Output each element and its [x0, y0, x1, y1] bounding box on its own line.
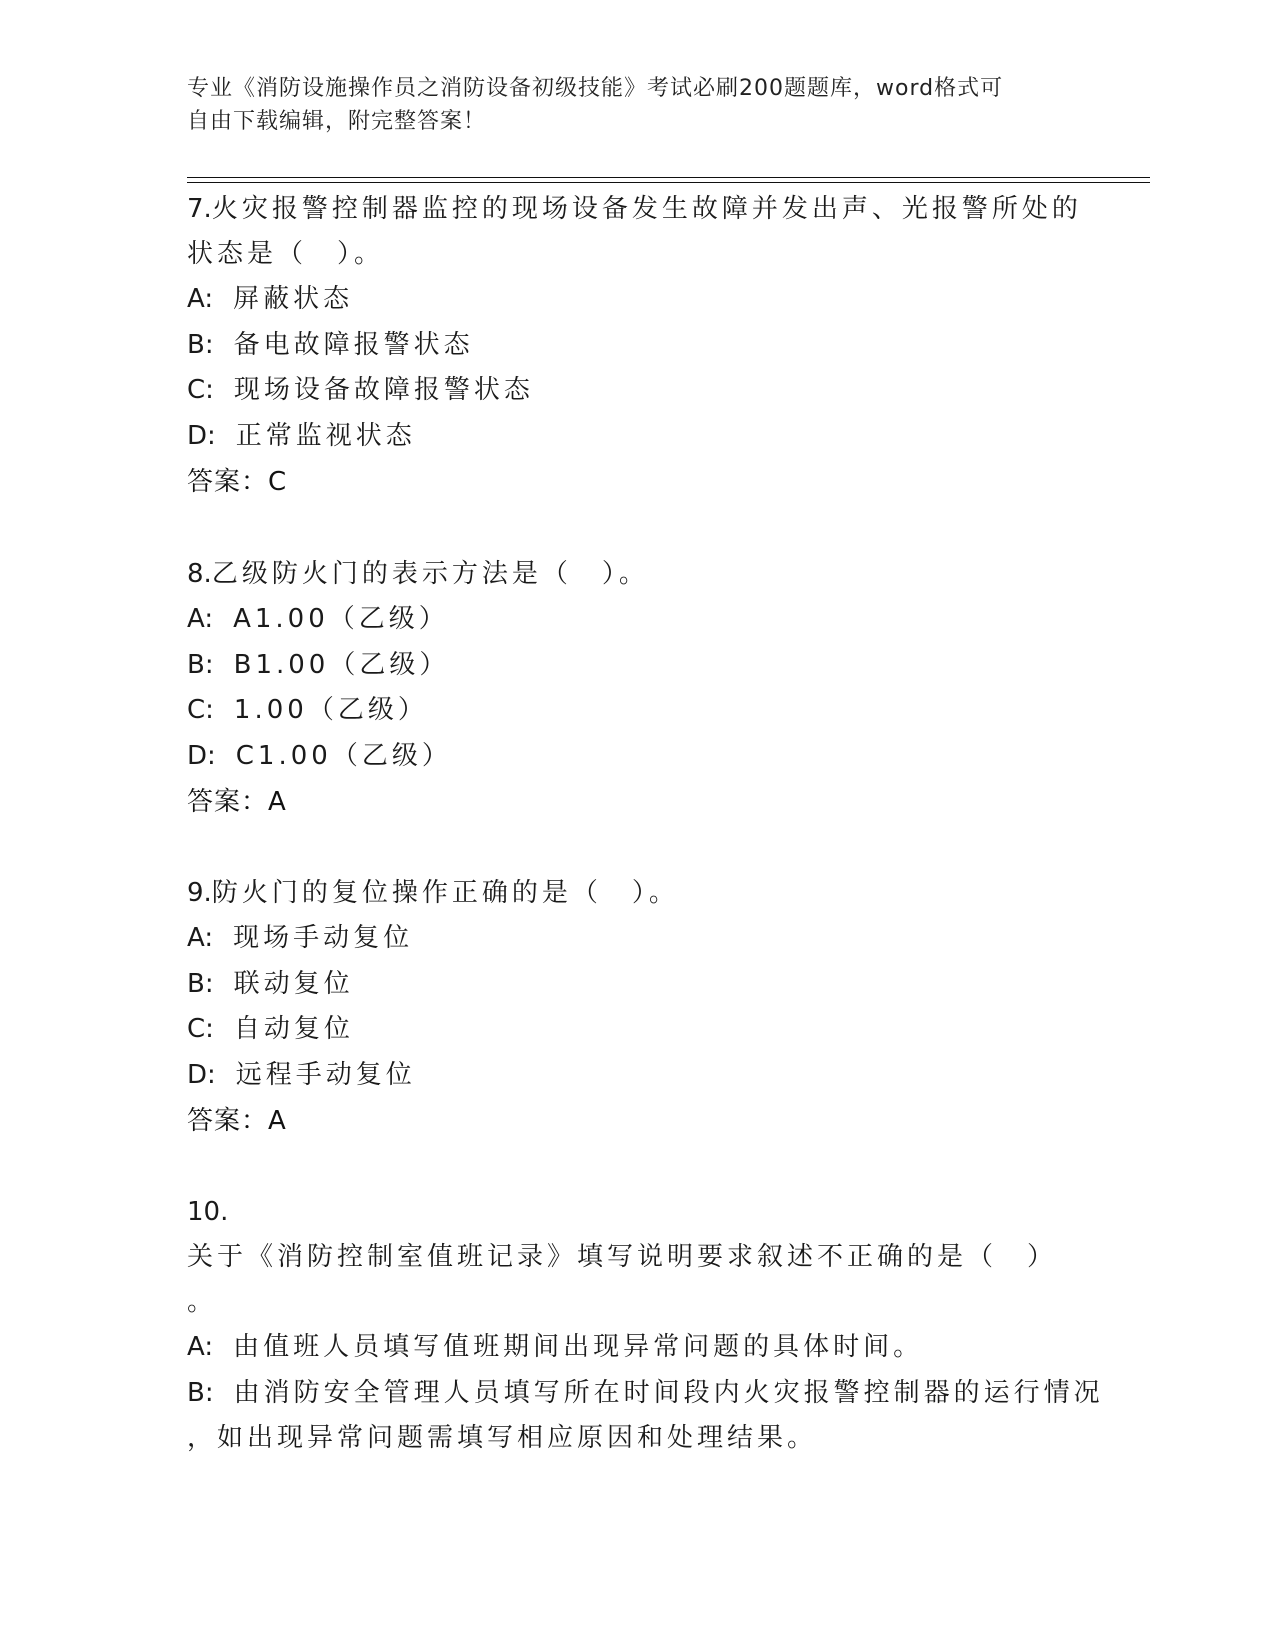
option-letter: A: — [187, 923, 214, 953]
option-letter: B: — [187, 329, 214, 360]
option-text: 联动复位 — [233, 968, 354, 999]
option-a — [187, 1325, 1087, 1371]
option-b — [187, 962, 1087, 1008]
answer-line: 答案：A — [187, 1106, 287, 1136]
header-divider-bottom — [187, 182, 1150, 183]
question-stem-line: 关于《消防控制室值班记录》填写说明要求叙述不正确的是（ ） — [187, 1242, 1058, 1272]
question-stem — [187, 1190, 1087, 1280]
option-text: 现场手动复位 — [233, 923, 414, 953]
option-text: 1.00（乙级） — [233, 695, 428, 725]
option-b — [187, 1371, 1104, 1417]
option-letter: D: — [187, 740, 216, 771]
question-stem-line: 。 — [187, 1287, 218, 1317]
option-a — [187, 277, 1087, 323]
answer-line: 答案：A — [187, 787, 287, 817]
question-9 — [187, 871, 1087, 1144]
option-letter: C: — [187, 695, 214, 725]
option-letter: D: — [187, 420, 216, 451]
option-letter: A: — [187, 284, 214, 314]
option-letter: A: — [187, 604, 214, 634]
document-header — [187, 72, 1067, 138]
option-letter: B: — [187, 968, 214, 999]
option-text: 屏蔽状态 — [233, 284, 354, 314]
option-text: 自动复位 — [233, 1014, 354, 1044]
question-number: 7. — [187, 194, 212, 224]
option-b — [187, 643, 1087, 689]
option-letter: B: — [187, 649, 214, 680]
option-letter: C: — [187, 375, 214, 405]
question-stem-line: 防火门的复位操作正确的是（ ）。 — [211, 878, 679, 908]
option-letter: B: — [187, 1377, 214, 1408]
option-text: 远程手动复位 — [235, 1059, 416, 1090]
option-letter: A: — [187, 1332, 214, 1362]
option-text: B1.00（乙级） — [233, 649, 450, 680]
question-8 — [187, 552, 1087, 825]
question-stem — [187, 187, 1087, 232]
question-number: 10. — [187, 1197, 229, 1227]
option-text: 由值班人员填写值班期间出现异常问题的具体时间。 — [233, 1332, 924, 1362]
option-text: 备电故障报警状态 — [233, 329, 474, 360]
option-a — [187, 597, 1087, 643]
question-stem-line: 火灾报警控制器监控的现场设备发生故障并发出声、光报警所处的 — [211, 194, 1082, 224]
header-line-1: 专业《消防设施操作员之消防设备初级技能》考试必刷200题题库，word格式可 — [187, 76, 1004, 101]
question-10 — [187, 1190, 1104, 1462]
option-c — [187, 368, 1087, 414]
option-d — [187, 414, 1087, 460]
option-text: A1.00（乙级） — [233, 604, 449, 634]
option-letter: D: — [187, 1059, 216, 1090]
option-text: 现场设备故障报警状态 — [233, 375, 534, 405]
header-line-2: 自由下载编辑，附完整答案！ — [187, 109, 487, 134]
question-stem — [187, 871, 1087, 916]
option-text: C1.00（乙级） — [235, 740, 452, 771]
option-text: 由消防安全管理人员填写所在时间段内火灾报警控制器的运行情况 — [233, 1377, 1104, 1408]
question-stem — [187, 552, 1087, 597]
question-number: 8. — [187, 559, 212, 589]
option-c — [187, 1007, 1087, 1053]
option-d — [187, 1053, 1087, 1099]
question-stem-line: 状态是（ ）。 — [187, 239, 385, 269]
option-d — [187, 734, 1087, 780]
header-divider-top — [187, 177, 1150, 178]
option-text: 正常监视状态 — [235, 420, 416, 451]
answer-line: 答案：C — [187, 467, 288, 497]
option-a — [187, 916, 1087, 962]
question-stem-line: 乙级防火门的表示方法是（ ）。 — [211, 559, 649, 589]
option-c — [187, 688, 1087, 734]
option-letter: C: — [187, 1014, 214, 1044]
question-7 — [187, 187, 1087, 505]
question-number: 9. — [187, 878, 212, 908]
option-b — [187, 323, 1087, 369]
option-b-continuation: ，如出现异常问题需填写相应原因和处理结果。 — [187, 1423, 818, 1453]
